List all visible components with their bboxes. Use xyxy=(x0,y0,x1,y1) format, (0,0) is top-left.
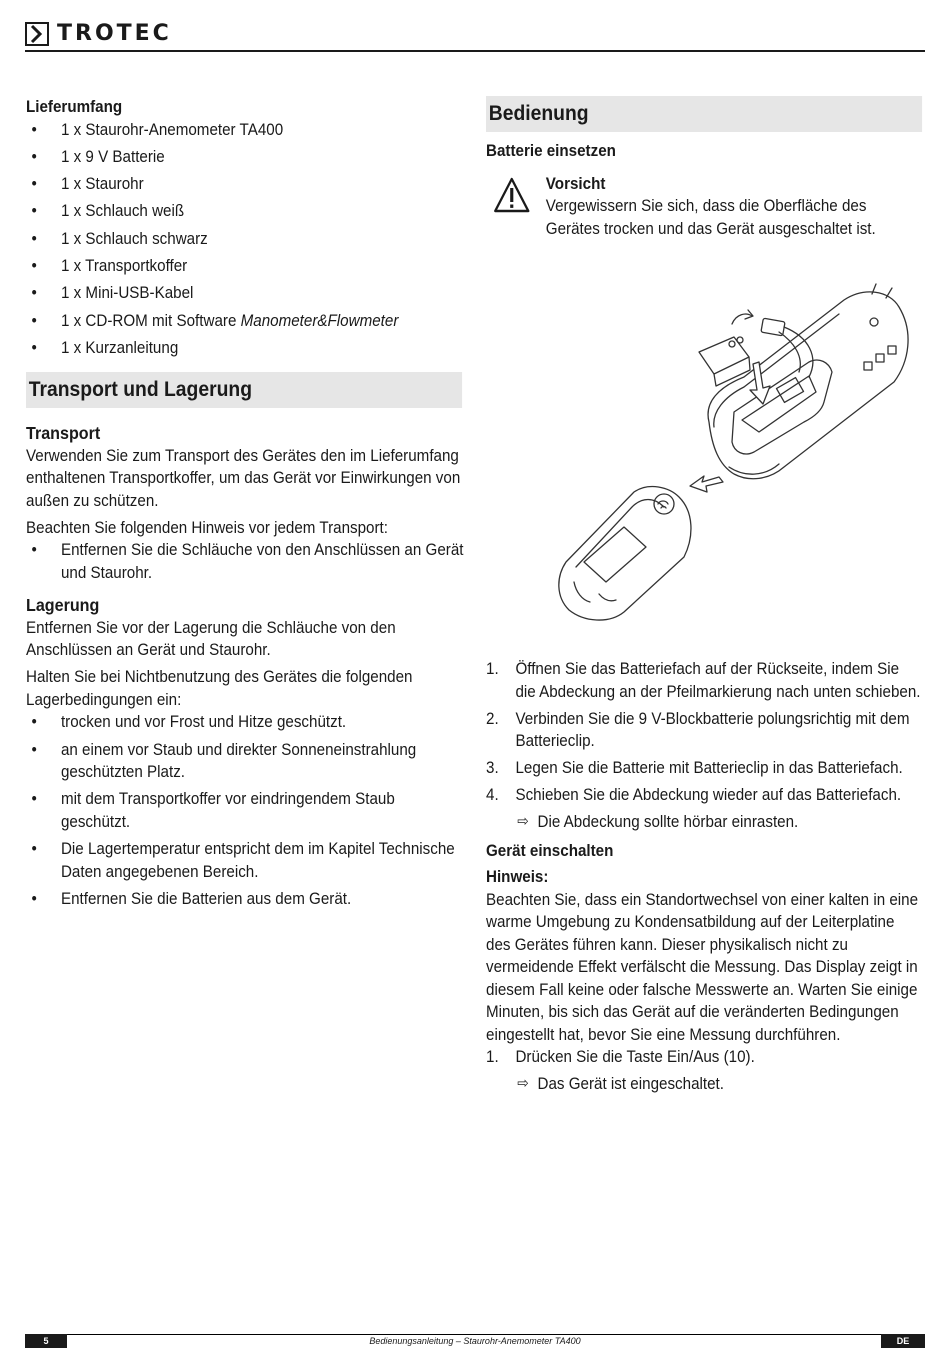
list-item xyxy=(486,708,922,753)
switch-steps xyxy=(486,1046,922,1069)
step-text: Legen Sie die Batterie mit Batterieclip in das Batteriefach. xyxy=(515,759,903,777)
page-footer xyxy=(25,1334,925,1348)
section-title-operation: Bedienung xyxy=(486,96,922,132)
note-text: Beachten Sie, dass ein Standortwechsel von einer kalten in eine warme Umgebung zu Kondensatbildung auf der Leiterplatine des Gerätes führen kann. Dieser physikalisch nicht zu vermeidende Effekt verfälscht die Messung. Das Display zeigt in diesem Fall keine oder falsche Messwerte an. Warten Sie einige Minuten, bis sich das Gerät auf die veränderten Bedingungen eingestellt hat, bevor Sie eine Messung durchführen. xyxy=(486,890,919,1044)
battery-heading: Batterie einsetzen xyxy=(486,142,616,160)
result-arrow-icon: ⇨ xyxy=(517,813,529,830)
step-number: 1. xyxy=(486,660,499,678)
result-text: Das Gerät ist eingeschaltet. xyxy=(537,1075,724,1093)
list-item: • 1 x Kurzanleitung xyxy=(26,337,464,360)
warning-triangle-icon xyxy=(493,177,530,213)
document-title: Bedienungsanleitung – Staurohr-Anemometer TA400 xyxy=(369,1336,581,1346)
brand-name: TROTEC xyxy=(57,21,172,46)
list-item-text: 1 x CD-ROM mit Software xyxy=(60,311,241,330)
storage-paragraph: Entfernen Sie vor der Lagerung die Schläuche von den Anschlüssen an Gerät und Staurohr. xyxy=(26,618,396,660)
storage-list xyxy=(26,711,464,910)
list-item xyxy=(486,757,922,780)
list-item: • 1 x Staurohr-Anemometer TA400 xyxy=(26,119,464,142)
step-number: 3. xyxy=(486,759,499,777)
storage-paragraph: Halten Sie bei Nichtbenutzung des Gerätes die folgenden Lagerbedingungen ein: xyxy=(26,668,413,709)
header-rule xyxy=(25,50,925,52)
note-heading: Hinweis: xyxy=(486,868,549,886)
list-item xyxy=(486,784,922,807)
page-number: 5 xyxy=(25,1334,67,1348)
scope-list xyxy=(26,119,464,360)
transport-paragraph: Verwenden Sie zum Transport des Gerätes den im Lieferumfang enthaltenen Transportkoffer, um das Gerät vor Einwirkungen von außen zu schützen. xyxy=(26,446,461,510)
list-item: • an einem vor Staub und direkter Sonneneinstrahlung geschützten Platz. xyxy=(26,739,464,784)
warning-title: Vorsicht xyxy=(545,174,606,193)
section-title-transport: Transport und Lagerung xyxy=(26,372,462,408)
language-code: DE xyxy=(881,1334,925,1348)
trotec-logo-icon xyxy=(25,22,49,46)
battery-insertion-illustration xyxy=(554,282,922,622)
list-item: • trocken und vor Frost und Hitze geschützt. xyxy=(26,711,464,734)
scope-heading: Lieferumfang xyxy=(26,98,123,116)
list-item xyxy=(26,310,464,333)
result-text: Die Abdeckung sollte hörbar einrasten. xyxy=(537,813,799,831)
transport-list xyxy=(26,539,464,584)
list-item: • 1 x Schlauch schwarz xyxy=(26,228,464,251)
step-text: Drücken Sie die Taste Ein/Aus (10). xyxy=(515,1048,755,1066)
list-item: • 1 x 9 V Batterie xyxy=(26,146,464,169)
transport-heading: Transport xyxy=(26,423,101,444)
step-number: 2. xyxy=(486,709,499,728)
list-item: • 1 x Transportkoffer xyxy=(26,255,464,278)
step-result xyxy=(486,1073,922,1096)
transport-paragraph: Beachten Sie folgenden Hinweis vor jedem Transport: xyxy=(26,518,389,537)
list-item: • 1 x Staurohr xyxy=(26,173,464,196)
list-item xyxy=(486,658,922,703)
page-header xyxy=(25,22,172,46)
switch-on-heading: Gerät einschalten xyxy=(486,841,614,860)
warning-box xyxy=(486,173,922,241)
list-item: • 1 x Mini-USB-Kabel xyxy=(26,282,464,305)
step-text: Schieben Sie die Abdeckung wieder auf das Batteriefach. xyxy=(515,786,902,804)
step-number: 1. xyxy=(486,1048,499,1066)
storage-heading: Lagerung xyxy=(26,595,100,616)
left-column xyxy=(26,96,464,915)
step-text: Verbinden Sie die 9 V-Blockbatterie polungsrichtig mit dem Batterieclip. xyxy=(515,709,910,750)
list-item: • Entfernen Sie die Schläuche von den Anschlüssen an Gerät und Staurohr. xyxy=(26,539,464,584)
battery-steps xyxy=(486,658,922,807)
result-arrow-icon: ⇨ xyxy=(517,1075,529,1092)
step-text: Öffnen Sie das Batteriefach auf der Rückseite, indem Sie die Abdeckung an der Pfeilmarkierung nach unten schieben. xyxy=(515,660,921,701)
software-name: Manometer&Flowmeter xyxy=(240,311,399,330)
list-item: • mit dem Transportkoffer vor eindringendem Staub geschützt. xyxy=(26,788,464,833)
list-item xyxy=(486,1046,922,1069)
list-item: • Entfernen Sie die Batterien aus dem Gerät. xyxy=(26,888,464,911)
list-item: • 1 x Schlauch weiß xyxy=(26,200,464,223)
step-result xyxy=(486,811,922,834)
step-number: 4. xyxy=(486,786,499,804)
warning-text: Vergewissern Sie sich, dass die Oberfläche des Gerätes trocken und das Gerät ausgeschaltet ist. xyxy=(545,197,876,238)
list-item: • Die Lagertemperatur entspricht dem im Kapitel Technische Daten angegebenen Bereich. xyxy=(26,838,464,883)
